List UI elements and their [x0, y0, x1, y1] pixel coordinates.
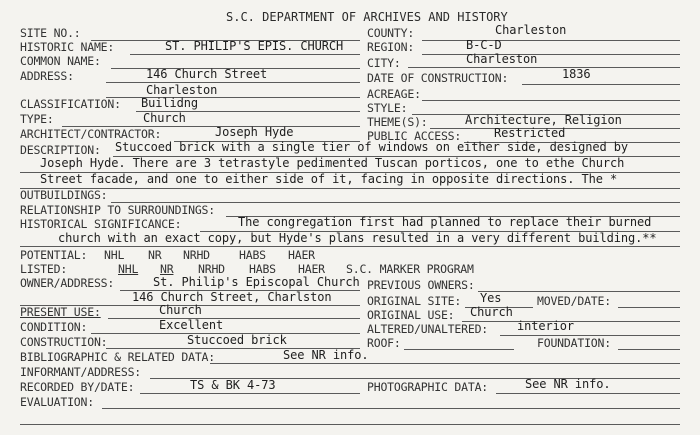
county-label: COUNTY: [367, 26, 415, 40]
description-line-2: Joseph Hyde. There are 3 tetrastyle pedimented Tuscan porticos, one to ethe Church [40, 156, 625, 170]
potential-label: POTENTIAL: [20, 248, 88, 262]
listed-option-nrhd: NRHD [198, 262, 225, 276]
acreage-label: ACREAGE: [367, 87, 421, 101]
photographic-label: PHOTOGRAPHIC DATA: [367, 380, 489, 394]
county-value: Charleston [495, 23, 567, 37]
condition-value: Excellent [159, 318, 224, 332]
description-line-3: Street facade, and one to either side of it, facing in opposite directions. The * [40, 172, 618, 186]
region-label: REGION: [367, 40, 415, 54]
roof-label: ROOF: [367, 336, 401, 350]
potential-option-nr: NR [148, 248, 162, 262]
significance-line-1: The congregation first had planned to replace their burned [238, 215, 652, 229]
construction-label: CONSTRUCTION: [20, 335, 108, 349]
construction-value: Stuccoed brick [187, 333, 287, 347]
foundation-line [618, 349, 680, 350]
foundation-label: FOUNDATION: [537, 336, 611, 350]
public-access-value: Restricted [494, 126, 566, 140]
original-site-value: Yes [480, 291, 502, 305]
historical-significance-label: HISTORICAL SIGNIFICANCE: [20, 217, 182, 231]
common-name-label: COMMON NAME: [20, 54, 101, 68]
architect-value: Joseph Hyde [215, 125, 294, 139]
historic-name-line [130, 54, 360, 55]
informant-label: INFORMANT/ADDRESS: [20, 365, 142, 379]
present-use-label: PRESENT USE: [20, 305, 101, 319]
moved-date-line [618, 307, 680, 308]
owner-name-value: St. Philip's Episcopal Church [153, 275, 360, 289]
address-line2-value: Charleston [146, 83, 218, 97]
description-rule-3 [20, 188, 680, 189]
address-label: ADDRESS: [20, 69, 74, 83]
bibliographic-value: See NR info. [283, 348, 369, 362]
listed-option-nr: NR [160, 262, 174, 276]
classification-value: Builidng [141, 96, 198, 110]
moved-date-label: MOVED/DATE: [537, 294, 611, 308]
listed-option-nhl: NHL [118, 262, 139, 276]
marker-program-label: S.C. MARKER PROGRAM [346, 262, 474, 276]
address-line1-value: 146 Church Street [146, 67, 268, 81]
original-use-label: ORIGINAL USE: [367, 308, 455, 322]
listed-option-habs: HABS [249, 262, 276, 276]
potential-option-habs: HABS [239, 248, 266, 262]
type-value: Church [143, 111, 186, 125]
altered-value: interior [517, 319, 574, 333]
classification-label: CLASSIFICATION: [20, 97, 121, 111]
type-label: TYPE: [20, 112, 54, 126]
historic-name-value: ST. PHILIP'S EPIS. CHURCH [165, 39, 344, 53]
evaluation-rule-2 [20, 424, 680, 425]
relationship-label: RELATIONSHIP TO SURROUNDINGS: [20, 203, 215, 217]
present-use-value: Church [159, 303, 202, 317]
owner-address-label: OWNER/ADDRESS: [20, 276, 115, 290]
significance-rule-2 [20, 246, 680, 247]
description-label: DESCRIPTION: [20, 143, 101, 157]
previous-owners-label: PREVIOUS OWNERS: [367, 278, 475, 292]
acreage-line [422, 100, 680, 101]
theme-value: Architecture, Religion [465, 113, 622, 127]
evaluation-line [102, 408, 680, 409]
region-value: B-C-D [466, 38, 502, 52]
roof-line [404, 349, 514, 350]
original-site-label: ORIGINAL SITE: [367, 294, 462, 308]
description-line-1: Stuccoed brick with a single tier of windows on either side, designed by [115, 140, 628, 154]
significance-line-2: church with an exact copy, but Hyde's plans resulted in a very different building.** [58, 231, 657, 245]
owner-address-value: 146 Church Street, Charlston [132, 290, 332, 304]
recorded-label: RECORDED BY/DATE: [20, 380, 135, 394]
original-use-value: Church [470, 305, 513, 319]
listed-option-haer: HAER [298, 262, 325, 276]
altered-label: ALTERED/UNALTERED: [367, 322, 489, 336]
outbuildings-label: OUTBUILDINGS: [20, 188, 108, 202]
evaluation-label: EVALUATION: [20, 395, 94, 409]
potential-option-haer: HAER [288, 248, 315, 262]
date-construction-label: DATE OF CONSTRUCTION: [367, 71, 509, 85]
recorded-line [140, 393, 360, 394]
city-label: CITY: [367, 56, 401, 70]
date-construction-line [522, 84, 680, 85]
recorded-value: TS & BK 4-73 [190, 378, 276, 392]
theme-label: THEME(S): [367, 115, 428, 129]
previous-owners-line [478, 291, 680, 292]
date-construction-value: 1836 [562, 67, 591, 81]
present-use-line [108, 318, 360, 319]
architect-label: ARCHITECT/CONTRACTOR: [20, 127, 162, 141]
potential-option-nrhd: NRHD [183, 248, 210, 262]
city-line [408, 67, 680, 68]
historic-name-label: HISTORIC NAME: [20, 40, 115, 54]
photographic-value: See NR info. [525, 377, 611, 391]
address-line-1 [106, 82, 360, 83]
condition-label: CONDITION: [20, 320, 88, 334]
bibliographic-label: BIBLIOGRAPHIC & RELATED DATA: [20, 350, 215, 364]
photographic-line [496, 393, 680, 394]
listed-label: LISTED: [20, 262, 68, 276]
style-label: STYLE: [367, 101, 408, 115]
county-line [422, 40, 680, 41]
public-access-label: PUBLIC ACCESS: [367, 129, 462, 143]
city-value: Charleston [466, 52, 538, 66]
region-line [422, 54, 680, 55]
form-header: S.C. DEPARTMENT OF ARCHIVES AND HISTORY [226, 10, 508, 24]
potential-option-nhl: NHL [104, 248, 125, 262]
bibliographic-line [210, 363, 680, 364]
site-no-label: SITE NO.: [20, 26, 81, 40]
